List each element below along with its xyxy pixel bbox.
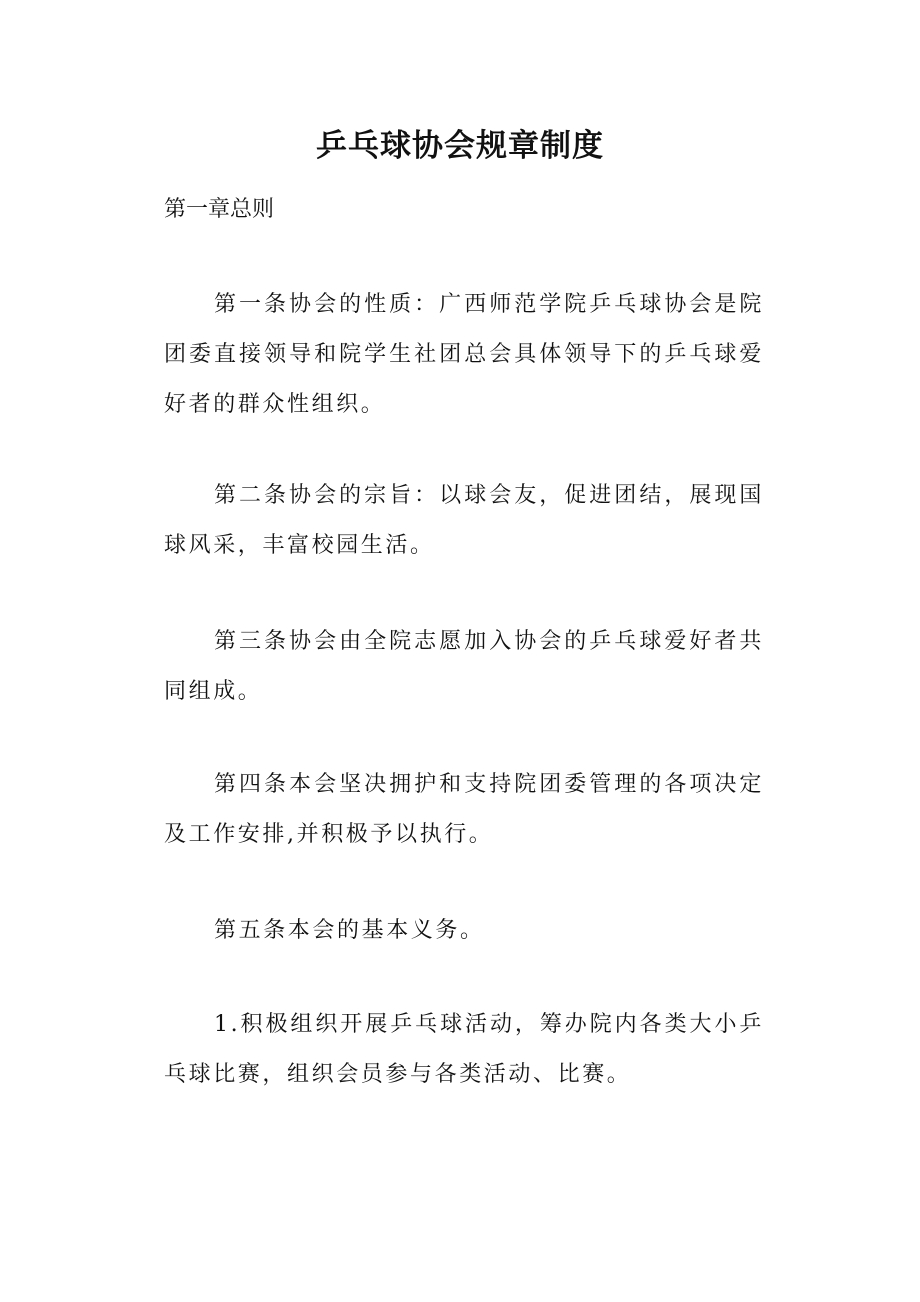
chapter-heading: 第一章总则 [164, 197, 275, 222]
document-title: 乒乓球协会规章制度 [316, 128, 604, 164]
article-2-paragraph: 第二条协会的宗旨：以球会友，促进团结，展现国球风采，丰富校园生活。 [164, 483, 764, 558]
article-3-paragraph: 第三条协会由全院志愿加入协会的乒乓球爱好者共同组成。 [164, 629, 764, 704]
article-4-paragraph: 第四条本会坚决拥护和支持院团委管理的各项决定及工作安排,并积极予以执行。 [164, 772, 764, 847]
duty-item-1-paragraph: 1.积极组织开展乒乓球活动，筹办院内各类大小乒乓球比赛，组织会员参与各类活动、比赛。 [164, 1012, 764, 1087]
article-5-paragraph: 第五条本会的基本义务。 [214, 918, 485, 943]
article-1-paragraph: 第一条协会的性质：广西师范学院乒乓球协会是院团委直接领导和院学生社团总会具体领导下的乒乓球爱好者的群众性组织。 [164, 292, 764, 417]
